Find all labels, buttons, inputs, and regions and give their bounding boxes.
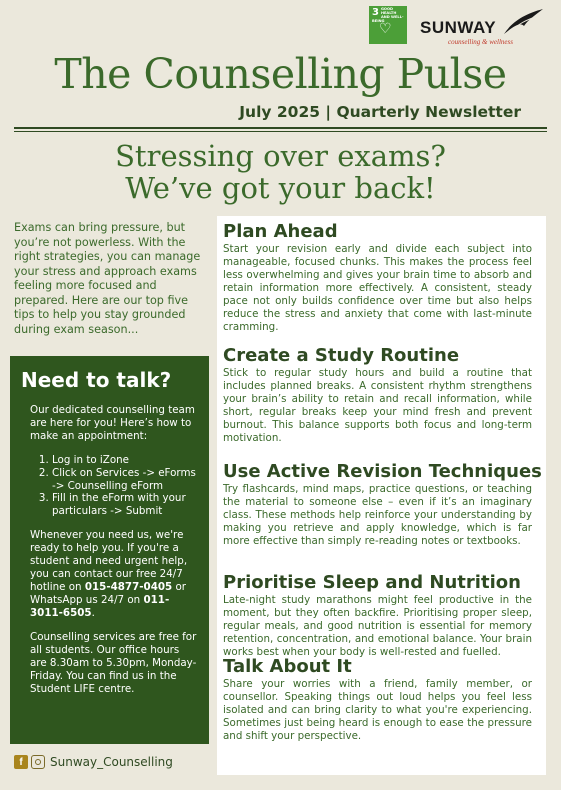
sdg-number: 3 xyxy=(372,7,379,18)
urgent-help-text: Whenever you need us, we're ready to help you. If you're a student and need urgent help, you can contact our free 24/7 hotline on xyxy=(30,528,188,593)
wing-icon xyxy=(502,8,544,36)
appointment-step: 1. Log in to iZone xyxy=(52,454,199,467)
tip-plan-ahead xyxy=(223,221,532,334)
header-divider xyxy=(14,127,547,129)
sunway-logo-tagline: counselling & wellness xyxy=(448,38,513,46)
instagram-icon xyxy=(31,755,45,769)
tip-title: Use Active Revision Techniques xyxy=(223,461,542,482)
headline-line-2: We’ve got your back! xyxy=(125,171,436,205)
heartbeat-icon: ♡ xyxy=(379,21,392,37)
need-to-talk-box xyxy=(10,356,209,744)
urgent-help-paragraph xyxy=(30,529,199,620)
tip-title: Create a Study Routine xyxy=(223,345,460,366)
header-divider-thin xyxy=(14,131,547,132)
sunway-logo xyxy=(420,8,542,48)
newsletter-title: The Counselling Pulse xyxy=(54,50,507,98)
sunway-logo-name: SUNWAY xyxy=(420,18,497,37)
appointment-steps xyxy=(30,454,199,518)
facebook-icon: f xyxy=(14,755,28,769)
urgent-help-text: or WhatsApp us 24/7 on xyxy=(30,580,186,606)
office-info: Counselling services are free for all students. Our office hours are 8.30am to 5.30pm, Monday-Friday. You can find us in the Student LIFE centre. xyxy=(30,630,197,695)
need-to-talk-title: Need to talk? xyxy=(21,368,172,392)
main-headline xyxy=(0,140,561,204)
appointment-step: 2. Click on Services -> eForms -> Counselling eForm xyxy=(52,467,199,493)
appointment-intro: Our dedicated counselling team are here for you! Here’s how to make an appointment: xyxy=(30,404,195,442)
social-handle-text: Sunway_Counselling xyxy=(50,755,173,769)
tip-title: Talk About It xyxy=(223,656,352,677)
tip-sleep-nutrition xyxy=(223,572,532,659)
urgent-help-text: . xyxy=(91,606,95,619)
tip-study-routine xyxy=(223,345,532,445)
tip-title: Plan Ahead xyxy=(223,221,338,242)
tip-active-revision xyxy=(223,461,542,548)
tip-body: Start your revision early and divide each subject into manageable, focused chunks. This makes the process feel less overwhelming and gives your brain time to absorb and retain information more effectively. A consistent, steady pace not only builds confidence over time but also helps reduce the stress and anxiety that come with last-minute cramming. xyxy=(223,243,532,333)
tip-title: Prioritise Sleep and Nutrition xyxy=(223,572,521,593)
headline-line-1: Stressing over exams? xyxy=(115,139,446,173)
intro-paragraph: Exams can bring pressure, but you’re not powerless. With the right strategies, you can manage your stress and approach exams feeling more focused and prepared. Here are our top five tips to help you stay grounded during exam season... xyxy=(14,221,201,336)
appointment-step: 3. Fill in the eForm with your particulars -> Submit xyxy=(52,492,199,518)
hotline-number: 015-4877-0405 xyxy=(84,580,173,593)
tip-body: Try flashcards, mind maps, practice questions, or teaching the material to someone else – even if it’s an imaginary class. These methods help reinforce your understanding by making you retrieve and apply knowledge, which is far more effective than simply re-reading notes or textbooks. xyxy=(223,483,532,547)
sdg-label: GOOD HEALTH AND WELL-BEING xyxy=(372,7,404,23)
tip-body: Share your worries with a friend, family member, or counsellor. Speaking things out loud helps you feel less isolated and can bring clarity to what you're experiencing. Sometimes just being heard is enough to ease the pressure and shift your perspective. xyxy=(223,678,532,742)
issue-line: July 2025 | Quarterly Newsletter xyxy=(239,103,521,121)
tip-body: Late-night study marathons might feel productive in the moment, but they often backfire. Prioritising proper sleep, regular meals, and good nutrition is essential for memory retention, concentration, and emotional balance. Your brain works best when your body is well-rested and fuelled. xyxy=(223,594,532,658)
tip-talk-about-it xyxy=(223,656,532,743)
sdg-3-badge xyxy=(369,6,407,44)
whatsapp-number: 011-3011-6505 xyxy=(30,593,170,619)
tip-body: Stick to regular study hours and build a routine that includes planned breaks. A consistent rhythm strengthens your brain’s ability to retain and recall information, while short, regular breaks keep your mind fresh and prevent burnout. This balance supports both focus and long-term motivation. xyxy=(223,367,532,444)
social-handle xyxy=(14,754,173,770)
